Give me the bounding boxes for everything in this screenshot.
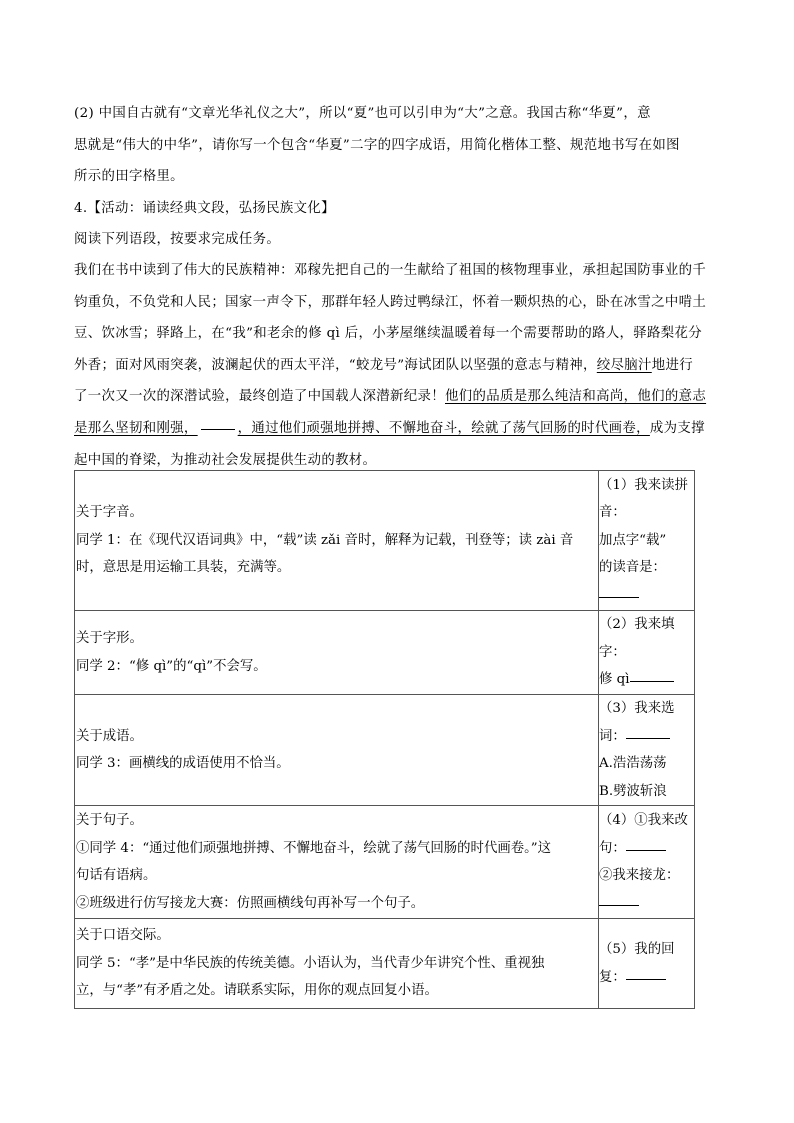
passage-line: 钧重负，不负党和人民；国家一声令下，那群年轻人跨过鸭绿江，怀着一颗炽热的心，卧在冰雪之中啃土 — [74, 294, 707, 310]
task-cell-sentence: 关于句子。 ①同学 4：“通过他们顽强地拼搏、不懈地奋斗，绘就了荡气回肠的时代画卷。”这 句话有语病。 ②班级进行仿写接龙大赛：仿照画横线句再补写一个句子。 — [75, 806, 599, 919]
task-cell-oral: 关于口语交际。 同学 5：“孝”是中华民族的传统美德。小语认为，当代青少年讲究个性、重视独 立，与“孝”有矛盾之处。请联系实际，用你的观点回复小语。 — [75, 919, 599, 1009]
underlined-sentence: 是那么坚韧和刚强， — [74, 420, 198, 436]
question-2-text — [74, 98, 714, 193]
answer-blank[interactable] — [626, 737, 670, 739]
passage-line: 起中国的脊梁，为推动社会发展提供生动的教材。 — [74, 452, 377, 468]
passage-line: 我们在书中读到了伟大的民族精神：邓稼先把自己的一生献给了祖国的核物理事业，承担起国防事业的千 — [74, 263, 707, 278]
task-cell-idiom: 关于成语。 同学 3：画横线的成语使用不恰当。 — [75, 695, 599, 806]
passage-line: 豆、饮冰雪；驿路上，在“我”和老余的修 qì 后，小茅屋继续温暖着每一个需要帮助的路人，驿路梨花分 — [74, 326, 703, 342]
answer-blank[interactable] — [626, 849, 666, 851]
option-b: B.劈波斩浪 — [599, 783, 667, 799]
passage-line: 是那么坚韧和刚强， ，通过他们顽强地拼搏、不懈地奋斗，绘就了荡气回肠的时代画卷，成为支撑 — [74, 420, 705, 436]
text-line: 思就是“伟大的中华”，请你写一个包含“华夏”二字的四字成语，用简化楷体工整、规范地书写在如图 — [74, 137, 680, 153]
answer-cell-pronunciation: （1）我来读拼 音： 加点字“载” 的读音是： — [599, 471, 695, 611]
underlined-sentence: 他们的品质是那么纯洁和高尚，他们的意志 — [445, 389, 707, 405]
text-line: 所示的田字格里。 — [74, 169, 184, 184]
fill-blank[interactable] — [201, 428, 235, 430]
table-row — [75, 806, 695, 919]
table-row — [75, 919, 695, 1009]
question-4-instruction: 阅读下列语段，按要求完成任务。 — [74, 232, 281, 247]
task-table — [74, 470, 695, 1009]
answer-blank[interactable] — [626, 978, 666, 980]
table-row — [75, 611, 695, 695]
answer-blank[interactable] — [630, 680, 674, 682]
answer-blank[interactable] — [599, 596, 639, 598]
question-4-title: 4.【活动：诵读经典文段，弘扬民族文化】 — [74, 201, 335, 216]
table-row — [75, 471, 695, 611]
answer-cell-oral: （5）我的回 复： — [599, 919, 695, 1009]
task-cell-pronunciation: 关于字音。 同学 1：在《现代汉语词典》中，“载”读 zǎi 音时，解释为记载，刊登等；读 zài 音 时，意思是用运输工具装，充满等。 — [75, 471, 599, 611]
answer-cell-sentence: （4）①我来改 句： ②我来接龙： — [599, 806, 695, 919]
answer-blank[interactable] — [599, 904, 639, 906]
passage-line: 了一次又一次的深潜试验，最终创造了中国载人深潜新纪录！他们的品质是那么纯洁和高尚，他们的意志 — [74, 389, 707, 405]
underlined-sick-sentence: ，通过他们顽强地拼搏、不懈地奋斗，绘就了荡气回肠的时代画卷， — [237, 420, 650, 436]
reading-passage — [74, 255, 714, 476]
text-line: (2) 中国自古就有“文章光华礼仪之大”，所以“夏”也可以引申为“大”之意。我国古称“华夏”，意 — [74, 106, 651, 121]
table-row — [75, 695, 695, 806]
passage-line: 外香；面对风雨突袭，波澜起伏的西太平洋，“蛟龙号”海试团队以坚强的意志与精神，绞尽脑汁地进行 — [74, 357, 693, 373]
task-cell-character: 关于字形。 同学 2：“修 qì”的“qì”不会写。 — [75, 611, 599, 695]
underlined-idiom: 绞尽脑汁 — [596, 357, 652, 373]
answer-cell-idiom: （3）我来选 词： A.浩浩荡荡 B.劈波斩浪 — [599, 695, 695, 806]
option-a: A.浩浩荡荡 — [599, 756, 667, 771]
answer-cell-character: （2）我来填 字： 修 qì — [599, 611, 695, 695]
